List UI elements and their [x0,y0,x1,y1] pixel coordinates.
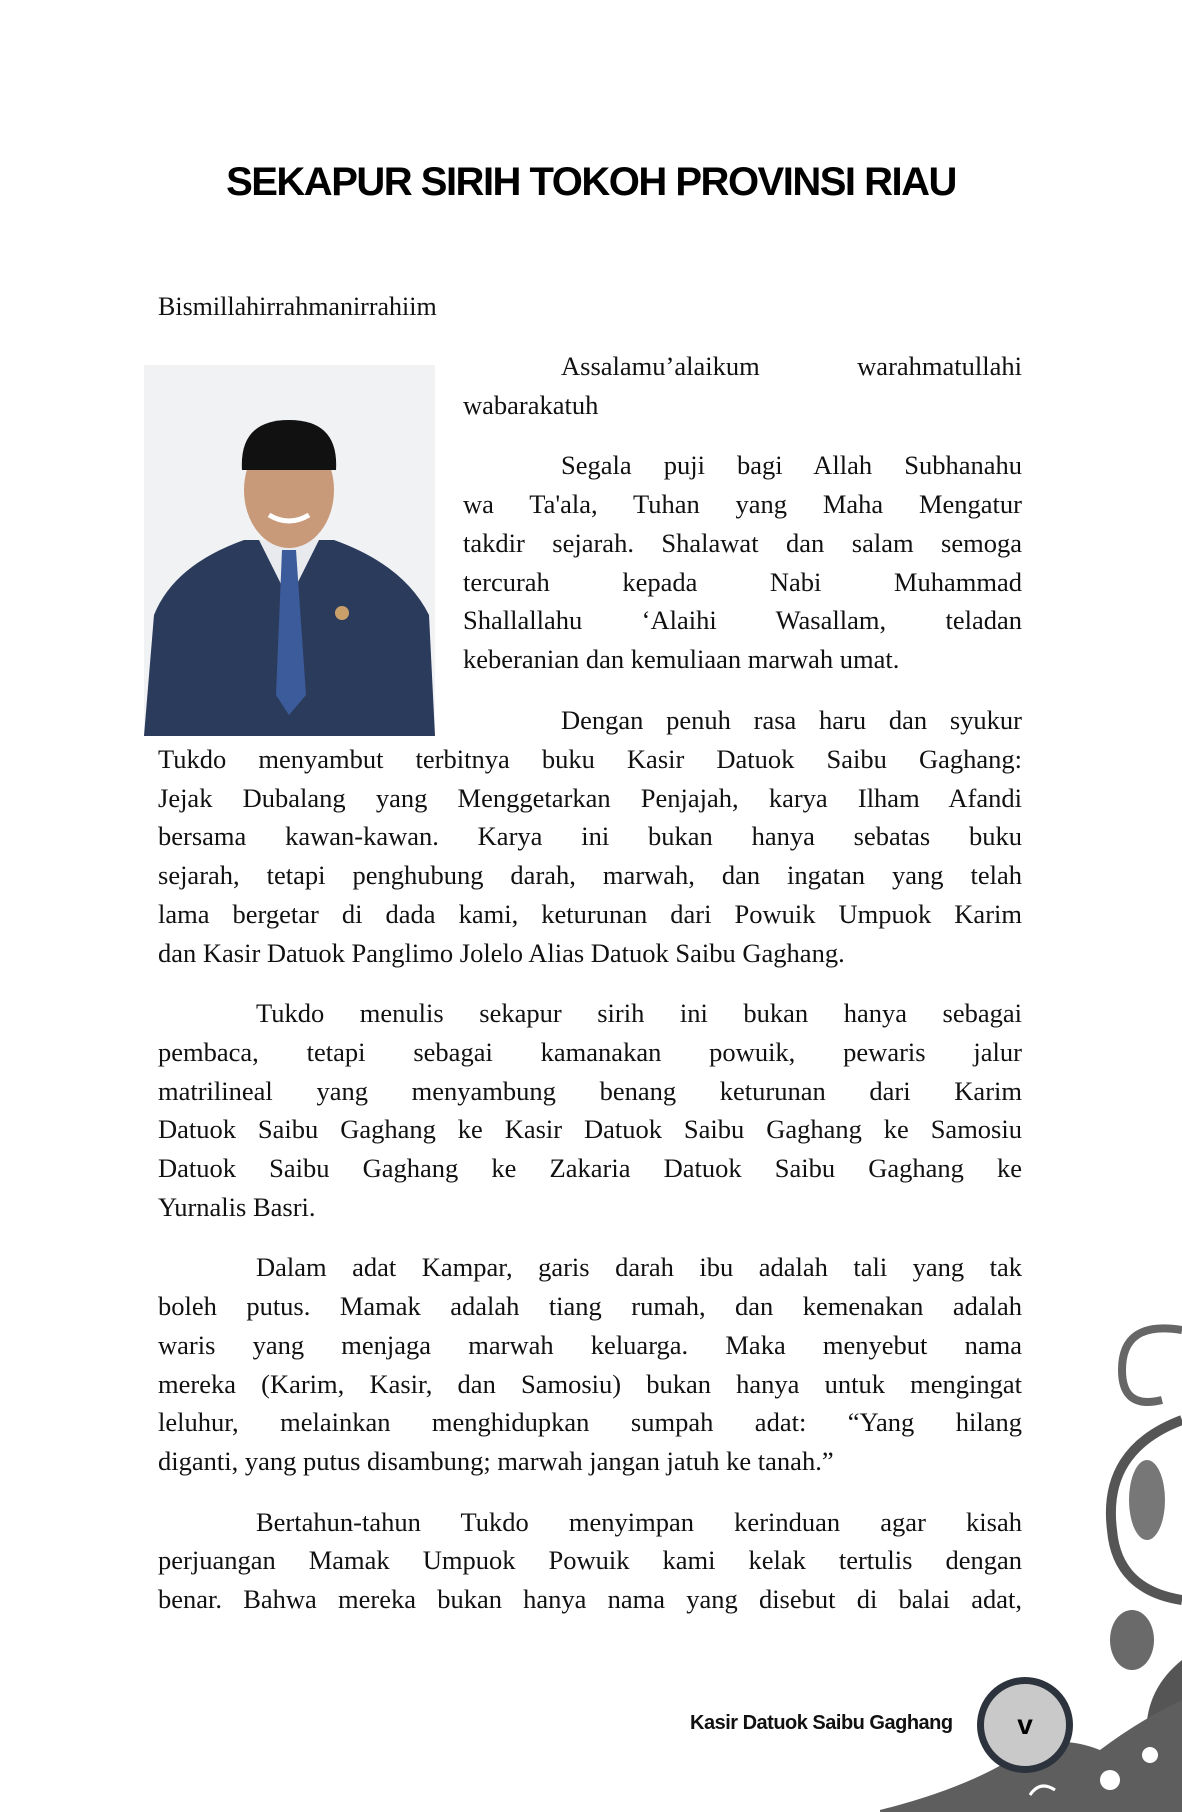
paragraph [158,740,1022,972]
text-line: mereka (Karim, Kasir, dan Samosiu) bukan hanya untuk mengingat [158,1368,1022,1399]
text-line: leluhur, melainkan menghidupkan sumpah adat: “Yang hilang [158,1407,1022,1438]
text-line: boleh putus. Mamak adalah tiang rumah, dan kemenakan adalah [158,1291,1022,1322]
text-line: benar. Bahwa mereka bukan hanya nama yang disebut di balai adat, [158,1584,1022,1615]
opening-line: Bismillahirrahmanirrahiim [158,292,437,321]
text-line: Dalam adat Kampar, garis darah ibu adalah tali yang tak [256,1252,1022,1283]
paragraph [463,347,1022,424]
text-line: pembaca, tetapi sebagai kamanakan powuik, pewaris jalur [158,1036,1022,1067]
side-text [463,347,1022,739]
paragraph [463,701,1022,740]
body-text [158,740,1022,1619]
text-line: Dengan penuh rasa haru dan syukur [561,704,1022,735]
text-line: Segala puji bagi Allah Subhanahu [561,450,1022,481]
text-line: wabarakatuh [463,389,599,420]
text-line: dan Kasir Datuok Panglimo Jolelo Alias Datuok Saibu Gaghang. [158,937,845,968]
text-line: Datuok Saibu Gaghang ke Zakaria Datuok Saibu Gaghang ke [158,1153,1022,1184]
text-line: Yurnalis Basri. [158,1191,316,1222]
text-line: matrilineal yang menyambung benang keturunan dari Karim [158,1075,1022,1106]
paragraph [158,994,1022,1226]
text-line: waris yang menjaga marwah keluarga. Maka menyebut nama [158,1329,1022,1360]
text-line: Tukdo menyambut terbitnya buku Kasir Datuok Saibu Gaghang: [158,744,1022,774]
text-line: lama bergetar di dada kami, keturunan dari Powuik Umpuok Karim [158,898,1022,929]
text-line: Assalamu’alaikum warahmatullahi [561,351,1022,381]
page-number-badge [977,1677,1073,1773]
text-line: Bertahun-tahun Tukdo menyimpan kerinduan agar kisah [256,1506,1022,1537]
text-line: perjuangan Mamak Umpuok Powuik kami kelak tertulis dengan [158,1545,1022,1576]
text-line: keberanian dan kemuliaan marwah umat. [463,643,900,674]
paragraph [463,446,1022,678]
text-line: takdir sejarah. Shalawat dan salam semoga [463,527,1022,558]
page-title: SEKAPUR SIRIH TOKOH PROVINSI RIAU [226,160,956,204]
text-line: tercurah kepada Nabi Muhammad [463,566,1022,597]
portrait-photo [144,365,435,736]
text-line: Datuok Saibu Gaghang ke Kasir Datuok Saibu Gaghang ke Samosiu [158,1114,1022,1145]
text-line: sejarah, tetapi penghubung darah, marwah, dan ingatan yang telah [158,860,1022,891]
text-line: wa Ta'ala, Tuhan yang Maha Mengatur [463,489,1022,520]
text-line: diganti, yang putus disambung; marwah jangan jatuh ke tanah.” [158,1445,834,1476]
paragraph [158,1503,1022,1619]
text-line: Jejak Dubalang yang Menggetarkan Penjajah, karya Ilham Afandi [158,782,1022,813]
footer-book-title: Kasir Datuok Saibu Gaghang [690,1712,953,1734]
text-line: bersama kawan-kawan. Karya ini bukan hanya sebatas buku [158,821,1022,852]
text-line: Shallallahu ‘Alaihi Wasallam, teladan [463,605,1022,636]
text-line: Tukdo menulis sekapur sirih ini bukan hanya sebagai [256,998,1022,1029]
page-number: v [1017,1709,1033,1740]
paragraph [158,1248,1022,1480]
